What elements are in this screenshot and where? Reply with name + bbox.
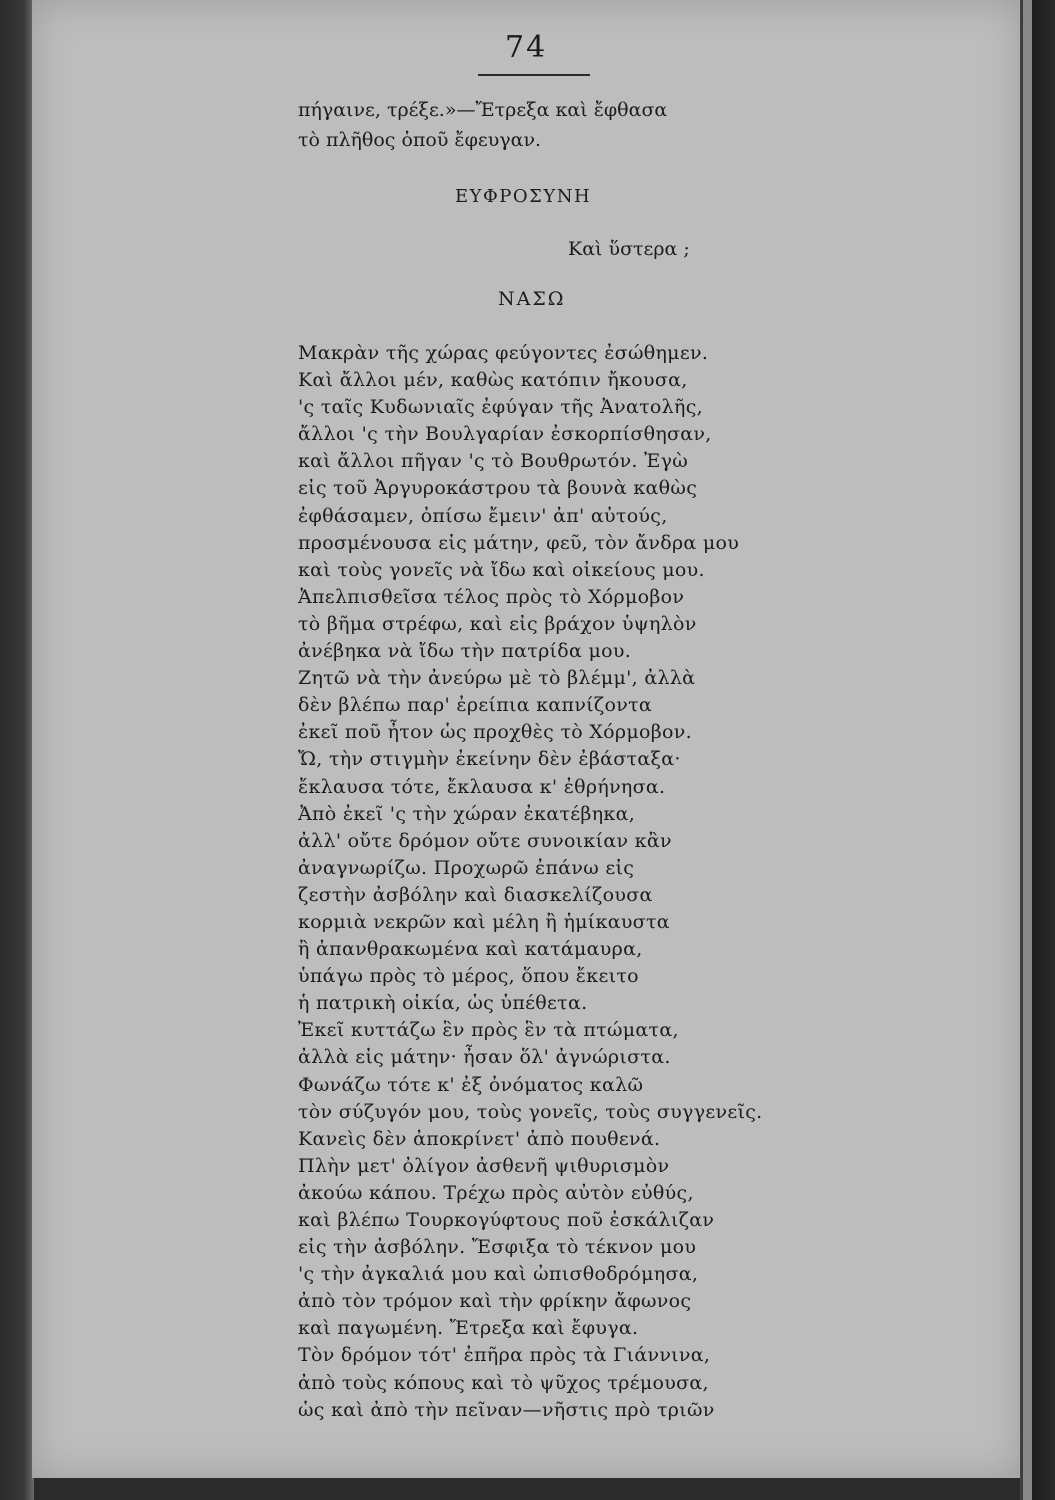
- verse-line: ἀλλὰ εἰς μάτην· ἦσαν ὅλ' ἀγνώριστα.: [298, 1046, 671, 1069]
- page-number-rule: [478, 74, 590, 76]
- verse-line: ἀναγνωρίζω. Προχωρῶ ἐπάνω εἰς: [298, 856, 635, 879]
- verse-line: καὶ βλέπω Τουρκογύφτους ποῦ ἐσκάλιζαν: [298, 1209, 715, 1231]
- verse-line: καὶ τοὺς γονεῖς νὰ ἴδω καὶ οἰκείους μου.: [298, 558, 705, 581]
- verse-line: 'ς τὴν ἀγκαλιά μου καὶ ὠπισθοδρόμησα,: [298, 1263, 699, 1286]
- verse-line: Κανεὶς δὲν ἀποκρίνετ' ἀπὸ πουθενά.: [298, 1127, 661, 1150]
- speaker-name-naso: ΝΑΣΩ: [498, 288, 566, 310]
- verse-line: τὸ βῆμα στρέφω, καὶ εἰς βράχον ὑψηλὸν: [298, 612, 697, 635]
- verse-line: εἰς τοῦ Ἀργυροκάστρου τὰ βουνὰ καθὼς: [298, 477, 698, 500]
- speaker-name-euphrosyne: ΕΥΦΡΟΣΥΝΗ: [455, 186, 592, 207]
- verse-line: ἢ ἀπανθρακωμένα καὶ κατάμαυρα,: [298, 938, 643, 961]
- verse-line: Ζητῶ νὰ τὴν ἀνεύρω μὲ τὸ βλέμμ', ἀλλὰ: [298, 667, 696, 690]
- verse-line: καὶ παγωμένη. Ἔτρεξα καὶ ἔφυγα.: [298, 1317, 639, 1340]
- verse-line: καὶ ἄλλοι πῆγαν 'ς τὸ Βουθρωτόν. Ἐγὼ: [298, 450, 689, 473]
- verse-line: ἐφθάσαμεν, ὀπίσω ἔμειν' ἀπ' αὐτούς,: [298, 504, 668, 527]
- verse-line: ἀπὸ τὸν τρόμον καὶ τὴν φρίκην ἄφωνος: [298, 1290, 692, 1313]
- intro-line: τὸ πλῆθος ὁποῦ ἔφευγαν.: [298, 129, 542, 151]
- left-page-edge: [0, 0, 34, 1500]
- verse-line: ἀλλ' οὔτε δρόμον οὔτε συνοικίαν κἂν: [298, 829, 672, 852]
- verse-line: ζεστὴν ἀσβόλην καὶ διασκελίζουσα: [298, 883, 653, 906]
- speaker-euphrosyne-line: Καὶ ὕστερα ;: [568, 238, 690, 260]
- verse-line: Φωνάζω τότε κ' ἐξ ὀνόματος καλῶ: [298, 1073, 644, 1096]
- verse-line: Ὤ, τὴν στιγμὴν ἐκείνην δὲν ἐβάσταξα·: [298, 748, 681, 771]
- page-number: 74: [505, 30, 548, 65]
- intro-lines: [298, 95, 667, 155]
- verse-line: Ἀπελπισθεῖσα τέλος πρὸς τὸ Χόρμοβον: [298, 585, 685, 608]
- verse-line: δὲν βλέπω παρ' ἐρείπια καπνίζοντα: [298, 694, 653, 717]
- verse-line: Ἐκεῖ κυττάζω ἓν πρὸς ἓν τὰ πτώματα,: [298, 1019, 679, 1042]
- verse-line: ἔκλαυσα τότε, ἔκλαυσα κ' ἐθρήνησα.: [298, 775, 666, 798]
- intro-line: πήγαινε, τρέξε.»—Ἔτρεξα καὶ ἔφθασα: [298, 99, 668, 121]
- verse-line: ἐκεῖ ποῦ ἦτον ὡς προχθὲς τὸ Χόρμοβον.: [298, 721, 692, 744]
- verse-line: Καὶ ἄλλοι μέν, καθὼς κατόπιν ἤκουσα,: [298, 369, 688, 392]
- verse-line: 'ς ταῖς Κυδωνιαῖς ἐφύγαν τῆς Ἀνατολῆς,: [298, 396, 703, 419]
- verse-line: Πλὴν μετ' ὀλίγον ἀσθενῆ ψιθυρισμὸν: [298, 1154, 670, 1177]
- verse-line: κορμιὰ νεκρῶν καὶ μέλη ἢ ἡμίκαυστα: [298, 910, 670, 933]
- verse-line: Μακρὰν τῆς χώρας φεύγοντες ἐσώθημεν.: [298, 342, 709, 364]
- verse-line: εἰς τὴν ἀσβόλην. Ἔσφιξα τὸ τέκνον μου: [298, 1236, 697, 1259]
- verse-line: προσμένουσα εἰς μάτην, φεῦ, τὸν ἄνδρα μου: [298, 531, 740, 554]
- verse-line: ἀνέβηκα νὰ ἴδω τὴν πατρίδα μου.: [298, 640, 632, 663]
- verse-line: ὑπάγω πρὸς τὸ μέρος, ὅπου ἔκειτο: [298, 965, 639, 988]
- verse-line: Τὸν δρόμον τότ' ἐπῆρα πρὸς τὰ Γιάννινα,: [298, 1344, 711, 1367]
- verse-line: ἀπὸ τοὺς κόπους καὶ τὸ ψῦχος τρέμουσα,: [298, 1371, 709, 1394]
- verse-line: Ἀπὸ ἐκεῖ 'ς τὴν χώραν ἐκατέβηκα,: [298, 802, 636, 825]
- page-edge-strip: [1023, 0, 1032, 1500]
- verse-line: ἀκούω κάπου. Τρέχω πρὸς αὐτὸν εὐθύς,: [298, 1181, 694, 1204]
- right-page-edge: [1020, 0, 1055, 1500]
- verse-line: ὡς καὶ ἀπὸ τὴν πεῖναν—νῆστις πρὸ τριῶν: [298, 1398, 715, 1421]
- verse-block: [298, 340, 763, 1424]
- verse-line: ἄλλοι 'ς τὴν Βουλγαρίαν ἐσκορπίσθησαν,: [298, 423, 712, 446]
- verse-line: ἡ πατρικὴ οἰκία, ὡς ὑπέθετα.: [298, 992, 588, 1015]
- verse-line: τὸν σύζυγόν μου, τοὺς γονεῖς, τοὺς συγγενεῖς.: [298, 1100, 763, 1123]
